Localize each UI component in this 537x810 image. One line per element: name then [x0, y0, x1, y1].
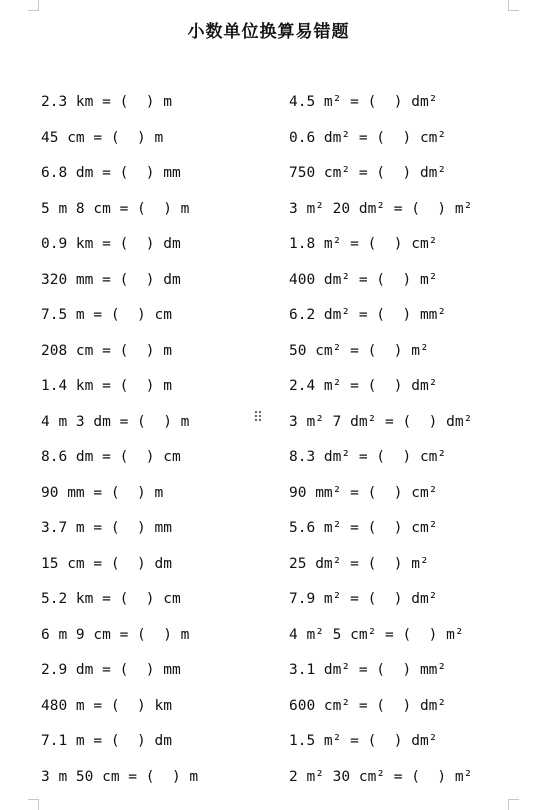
area-exercise-item: 5.6 m² = ( ) cm²	[289, 520, 438, 536]
area-exercise-item: 4 m² 5 cm² = ( ) m²	[289, 626, 464, 643]
area-exercise-item: 3 m² 7 dm² = ( ) dm²	[289, 413, 473, 430]
right-exercise-column	[289, 85, 529, 795]
area-exercise-item: 7.9 m² = ( ) dm²	[289, 591, 438, 607]
area-exercise-item: 750 cm² = ( ) dm²	[289, 165, 447, 181]
area-exercise-item: 600 cm² = ( ) dm²	[289, 697, 447, 714]
length-exercise-item: 5 m 8 cm = ( ) m	[41, 200, 190, 217]
area-exercise-item: 2 m² 30 cm² = ( ) m²	[289, 768, 473, 785]
page-corner-mark-bottom-left	[28, 799, 39, 810]
length-exercise-item: 1.4 km = ( ) m	[41, 378, 172, 394]
area-exercise-item: 3.1 dm² = ( ) mm²	[289, 662, 447, 678]
length-exercise-item: 7.1 m = ( ) dm	[41, 733, 172, 749]
length-exercise-item: 3.7 m = ( ) mm	[41, 520, 172, 536]
length-exercise-item: 4 m 3 dm = ( ) m	[41, 413, 190, 430]
area-exercise-item: 6.2 dm² = ( ) mm²	[289, 307, 447, 323]
area-exercise-item: 90 mm² = ( ) cm²	[289, 484, 438, 501]
length-exercise-item: 5.2 km = ( ) cm	[41, 591, 181, 607]
area-exercise-item: 1.8 m² = ( ) cm²	[289, 236, 438, 252]
left-exercise-column	[41, 85, 281, 795]
area-exercise-item: 0.6 dm² = ( ) cm²	[289, 129, 447, 146]
length-exercise-item: 90 mm = ( ) m	[41, 484, 164, 501]
area-exercise-item: 25 dm² = ( ) m²	[289, 555, 429, 572]
drag-handle-icon[interactable]: ⠿	[252, 410, 264, 426]
length-exercise-item: 45 cm = ( ) m	[41, 129, 164, 146]
length-exercise-item: 6 m 9 cm = ( ) m	[41, 626, 190, 643]
length-exercise-item: 0.9 km = ( ) dm	[41, 236, 181, 252]
length-exercise-item: 2.9 dm = ( ) mm	[41, 662, 181, 678]
area-exercise-item: 3 m² 20 dm² = ( ) m²	[289, 200, 473, 217]
page-corner-mark-bottom-right	[508, 799, 519, 810]
length-exercise-item: 6.8 dm = ( ) mm	[41, 165, 181, 181]
page-corner-mark-top-left	[28, 0, 39, 11]
length-exercise-item: 3 m 50 cm = ( ) m	[41, 768, 199, 785]
area-exercise-item: 8.3 dm² = ( ) cm²	[289, 449, 447, 465]
area-exercise-item: 2.4 m² = ( ) dm²	[289, 378, 438, 394]
length-exercise-item: 7.5 m = ( ) cm	[41, 307, 172, 323]
area-exercise-item: 50 cm² = ( ) m²	[289, 342, 429, 359]
page-corner-mark-top-right	[508, 0, 519, 11]
length-exercise-item: 208 cm = ( ) m	[41, 342, 172, 359]
area-exercise-item: 400 dm² = ( ) m²	[289, 271, 438, 288]
length-exercise-item: 2.3 km = ( ) m	[41, 94, 172, 110]
length-exercise-item: 15 cm = ( ) dm	[41, 555, 172, 572]
length-exercise-item: 480 m = ( ) km	[41, 697, 172, 714]
length-exercise-item: 8.6 dm = ( ) cm	[41, 449, 181, 465]
page-title: 小数单位换算易错题	[187, 22, 350, 42]
length-exercise-item: 320 mm = ( ) dm	[41, 271, 181, 288]
area-exercise-item: 4.5 m² = ( ) dm²	[289, 94, 438, 110]
area-exercise-item: 1.5 m² = ( ) dm²	[289, 733, 438, 749]
